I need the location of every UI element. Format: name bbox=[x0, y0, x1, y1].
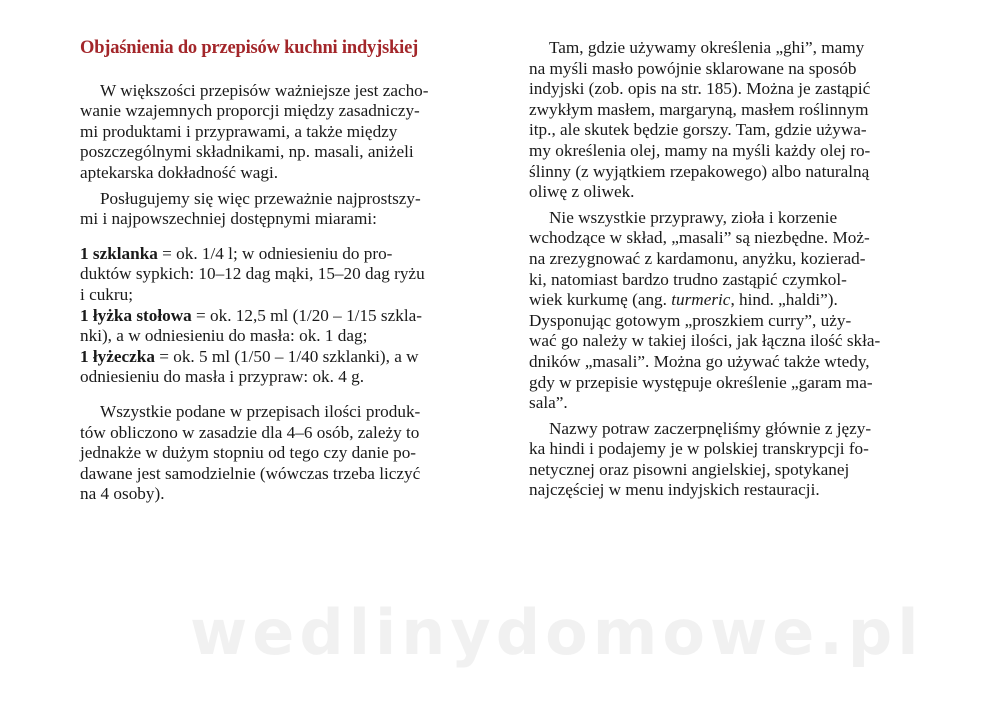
left-column bbox=[80, 38, 472, 505]
text-line: gdy w przepisie występuje określenie „garam ma- bbox=[529, 372, 873, 392]
text-line: aptekarska dokładność wagi. bbox=[80, 162, 279, 182]
italic-term: turmeric bbox=[671, 290, 731, 310]
text-line: wanie wzajemnych proporcji między zasadniczy- bbox=[80, 101, 420, 121]
text-line: na myśli masło powójnie sklarowane na sposób bbox=[529, 58, 857, 78]
measure-szklanka bbox=[80, 244, 472, 306]
text-fragment: , hind. „haldi”). bbox=[730, 290, 838, 310]
text-line bbox=[80, 347, 472, 368]
text-line: i cukru; bbox=[80, 284, 133, 304]
text-line: oliwę z oliwek. bbox=[529, 182, 635, 202]
text-line: Posługujemy się więc przeważnie najprostszy- bbox=[100, 188, 421, 208]
text-line: sala”. bbox=[529, 393, 568, 413]
measure-text: = ok. 5 ml (1/50 – 1/40 szklanki), a w bbox=[154, 346, 419, 366]
text-line: zwykłym masłem, margaryną, masłem roślinnym bbox=[529, 99, 869, 119]
text-line: najczęściej w menu indyjskich restauracji. bbox=[529, 480, 820, 500]
text-line: poszczególnymi składnikami, np. masali, aniżeli bbox=[80, 142, 414, 162]
text-line: odniesieniu do masła i przypraw: ok. 4 g. bbox=[80, 367, 365, 387]
text-line bbox=[80, 244, 472, 265]
text-line: mi i najpowszechniej dostępnymi miarami: bbox=[80, 209, 377, 229]
text-line: duktów sypkich: 10–12 dag mąki, 15–20 dag ryżu bbox=[80, 264, 425, 284]
paragraph-measures-intro bbox=[80, 189, 472, 230]
text-line: nki), a w odniesieniu do masła: ok. 1 dag; bbox=[80, 326, 368, 346]
text-line: itp., ale skutek będzie gorszy. Tam, gdzie używa- bbox=[529, 120, 867, 140]
text-line bbox=[80, 306, 472, 327]
text-line: ki, natomiast bardzo trudno zastąpić czymkol- bbox=[529, 269, 847, 289]
text-line: dników „masali”. Można go używać także wtedy, bbox=[529, 351, 870, 371]
paragraph-names bbox=[529, 419, 921, 501]
measure-lyzeczka bbox=[80, 347, 472, 388]
text-line: indyjski (zob. opis na str. 185). Można je zastąpić bbox=[529, 79, 871, 99]
text-fragment: wiek kurkumę (ang. bbox=[529, 290, 672, 310]
text-line: dawane jest samodzielnie (wówczas trzeba liczyć bbox=[80, 463, 421, 483]
text-line: Dysponując gotowym „proszkiem curry”, uży- bbox=[529, 310, 852, 330]
text-line: wać go należy w takiej ilości, jak łączna ilość skła- bbox=[529, 331, 881, 351]
right-column bbox=[529, 38, 921, 501]
text-line: Tam, gdzie używamy określenia „ghi”, mamy bbox=[549, 38, 865, 57]
text-line: wchodzące w skład, „masali” są niezbędne. Moż- bbox=[529, 228, 870, 248]
text-line: Nazwy potraw zaczerpnęliśmy głównie z języ- bbox=[549, 418, 872, 438]
text-line: ka hindi i podajemy je w polskiej transkrypcji fo- bbox=[529, 439, 869, 459]
text-line: netycznej oraz pisowni angielskiej, spotykanej bbox=[529, 459, 850, 479]
text-line: my określenia olej, mamy na myśli każdy olej ro- bbox=[529, 140, 871, 160]
paragraph-spices bbox=[529, 208, 921, 414]
text-line: ślinny (z wyjątkiem rzepakowego) albo naturalną bbox=[529, 161, 870, 181]
text-line: Nie wszystkie przyprawy, zioła i korzenie bbox=[549, 207, 838, 227]
text-line: na 4 osoby). bbox=[80, 484, 165, 504]
paragraph-intro bbox=[80, 81, 472, 184]
measure-term: 1 łyżeczka bbox=[80, 346, 155, 366]
measure-text: = ok. 12,5 ml (1/20 – 1/15 szkla- bbox=[191, 305, 422, 325]
measure-text: = ok. 1/4 l; w odniesieniu do pro- bbox=[157, 243, 393, 263]
text-line: jednakże w dużym stopniu od tego czy danie po- bbox=[80, 443, 417, 463]
measure-lyzka bbox=[80, 306, 472, 347]
watermark: wedlinydomowe.pl bbox=[190, 596, 924, 669]
paragraph-ghi bbox=[529, 38, 921, 203]
text-line: W większości przepisów ważniejsze jest zacho- bbox=[100, 80, 429, 100]
text-line bbox=[529, 290, 921, 311]
measure-term: 1 szklanka bbox=[80, 243, 158, 263]
measure-term: 1 łyżka stołowa bbox=[80, 305, 192, 325]
text-line: na zrezygnować z kardamonu, anyżku, kozierad- bbox=[529, 248, 866, 268]
text-line: mi produktami i przyprawami, a także między bbox=[80, 121, 398, 141]
section-heading: Objaśnienia do przepisów kuchni indyjskiej bbox=[80, 38, 419, 58]
text-line: Wszystkie podane w przepisach ilości produk- bbox=[100, 401, 421, 421]
text-line: tów obliczono w zasadzie dla 4–6 osób, zależy to bbox=[80, 422, 420, 442]
paragraph-portions bbox=[80, 402, 472, 505]
